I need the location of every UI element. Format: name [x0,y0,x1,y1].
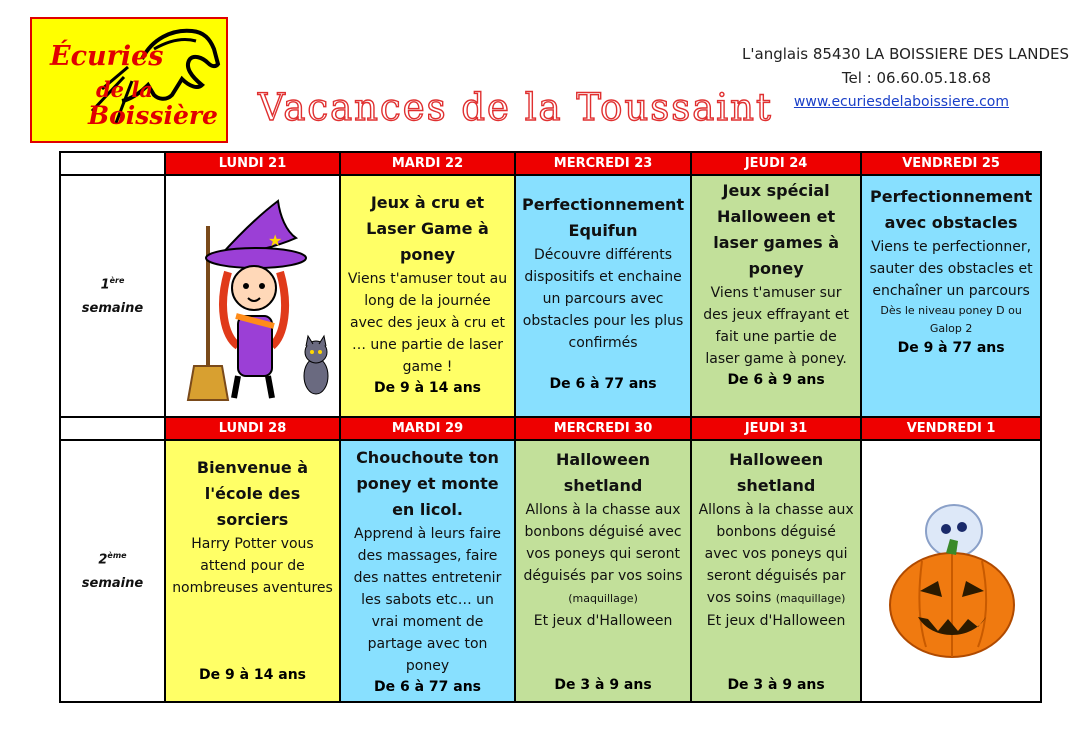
logo-line-3: Boissière [88,101,218,130]
activity-cell [515,175,691,417]
activity-cell [691,175,861,417]
activity-title: Jeux à cru et Laser Game à poney [366,193,489,264]
activity-desc: Viens te perfectionner, sauter des obstacles et enchaîner un parcours [869,239,1033,299]
day-header: LUNDI 21 [165,152,340,175]
activity-desc: Viens t'amuser sur des jeux effrayant et fait une partie de laser game à poney. [703,285,849,367]
week-2-header-row [60,417,1041,440]
logo [30,17,228,143]
phone-number: Tel : 06.60.05.18.68 [841,69,991,87]
activity-desc: Découvre différents dispositifs et enchaine un parcours avec obstacles pour les plus confirmés [522,247,684,351]
day-header: MARDI 22 [340,152,515,175]
activity-age: De 9 à 77 ans [897,340,1005,356]
activity-cell [165,440,340,702]
activity-age: De 6 à 9 ans [727,372,825,388]
schedule-table [59,151,1042,703]
day-header: JEUDI 24 [691,152,861,175]
week-label: 2ème semaine [60,440,165,702]
activity-desc: Viens t'amuser tout au long de la journée avec des jeux à cru et … une partie de laser game ! [347,271,508,375]
day-header: VENDREDI 25 [861,152,1041,175]
activity-note: (maquillage) [568,592,638,605]
week-label: 1ère semaine [60,175,165,417]
website-link[interactable]: www.ecuriesdelaboissiere.com [793,94,1009,110]
address-block [649,42,1069,114]
svg-text:★: ★ [267,231,282,250]
day-header: MARDI 29 [340,417,515,440]
day-header: VENDREDI 1 [861,417,1041,440]
logo-line-2: de la [96,77,153,102]
activity-desc: Harry Potter vous attend pour de nombreuses aventures [172,536,333,596]
activity-cell-pumpkin [861,440,1041,702]
day-header: MERCREDI 30 [515,417,691,440]
activity-cell [861,175,1041,417]
activity-title: Halloween shetland [729,450,824,495]
activity-desc: Apprend à leurs faire des massages, faire des nattes entretenir les sabots etc… un vrai moment de partage avec ton poney [353,526,502,674]
day-header: LUNDI 28 [165,417,340,440]
header-blank [60,417,165,440]
activity-age: De 3 à 9 ans [554,677,652,693]
activity-cell [340,175,515,417]
activity-desc: Allons à la chasse aux bonbons déguisé avec vos poneys qui seront déguisés par vos soins [698,502,854,606]
week-1-row [60,175,1041,417]
activity-title: Perfectionnement avec obstacles [870,187,1033,232]
witch-icon [168,176,338,412]
activity-age: De 3 à 9 ans [727,677,825,693]
day-header: MERCREDI 23 [515,152,691,175]
header-blank [60,152,165,175]
activity-desc-2: Et jeux d'Halloween [706,613,846,629]
week-1-header-row [60,152,1041,175]
address-line: L'anglais 85430 LA BOISSIERE DES LANDES [742,45,1069,63]
activity-title: Halloween shetland [556,450,651,495]
activity-age: De 6 à 77 ans [549,376,657,392]
activity-age: De 9 à 14 ans [373,380,482,396]
activity-desc: Allons à la chasse aux bonbons déguisé avec vos poneys qui seront déguisés par vos soins [523,502,683,584]
page-title: Vacances de la Toussaint [258,86,773,129]
logo-line-1: Écuries [50,41,164,72]
activity-age: De 9 à 14 ans [198,667,307,683]
day-header: JEUDI 31 [691,417,861,440]
pumpkin-icon [862,441,1040,697]
activity-title: Bienvenue à l'école des sorciers [196,458,309,529]
activity-cell [515,440,691,702]
activity-title: Perfectionnement Equifun [522,195,685,240]
activity-note: Dès le niveau poney D ou Galop 2 [880,304,1022,335]
activity-cell [340,440,515,702]
week-2-row [60,440,1041,702]
activity-note: (maquillage) [775,592,846,605]
activity-cell [691,440,861,702]
activity-title: Jeux spécial Halloween et laser games à poney [713,181,839,278]
activity-desc-2: Et jeux d'Halloween [533,613,673,629]
activity-title: Chouchoute ton poney et monte en licol. [356,448,499,519]
activity-cell-witch [165,175,340,417]
activity-age: De 6 à 77 ans [373,679,482,695]
